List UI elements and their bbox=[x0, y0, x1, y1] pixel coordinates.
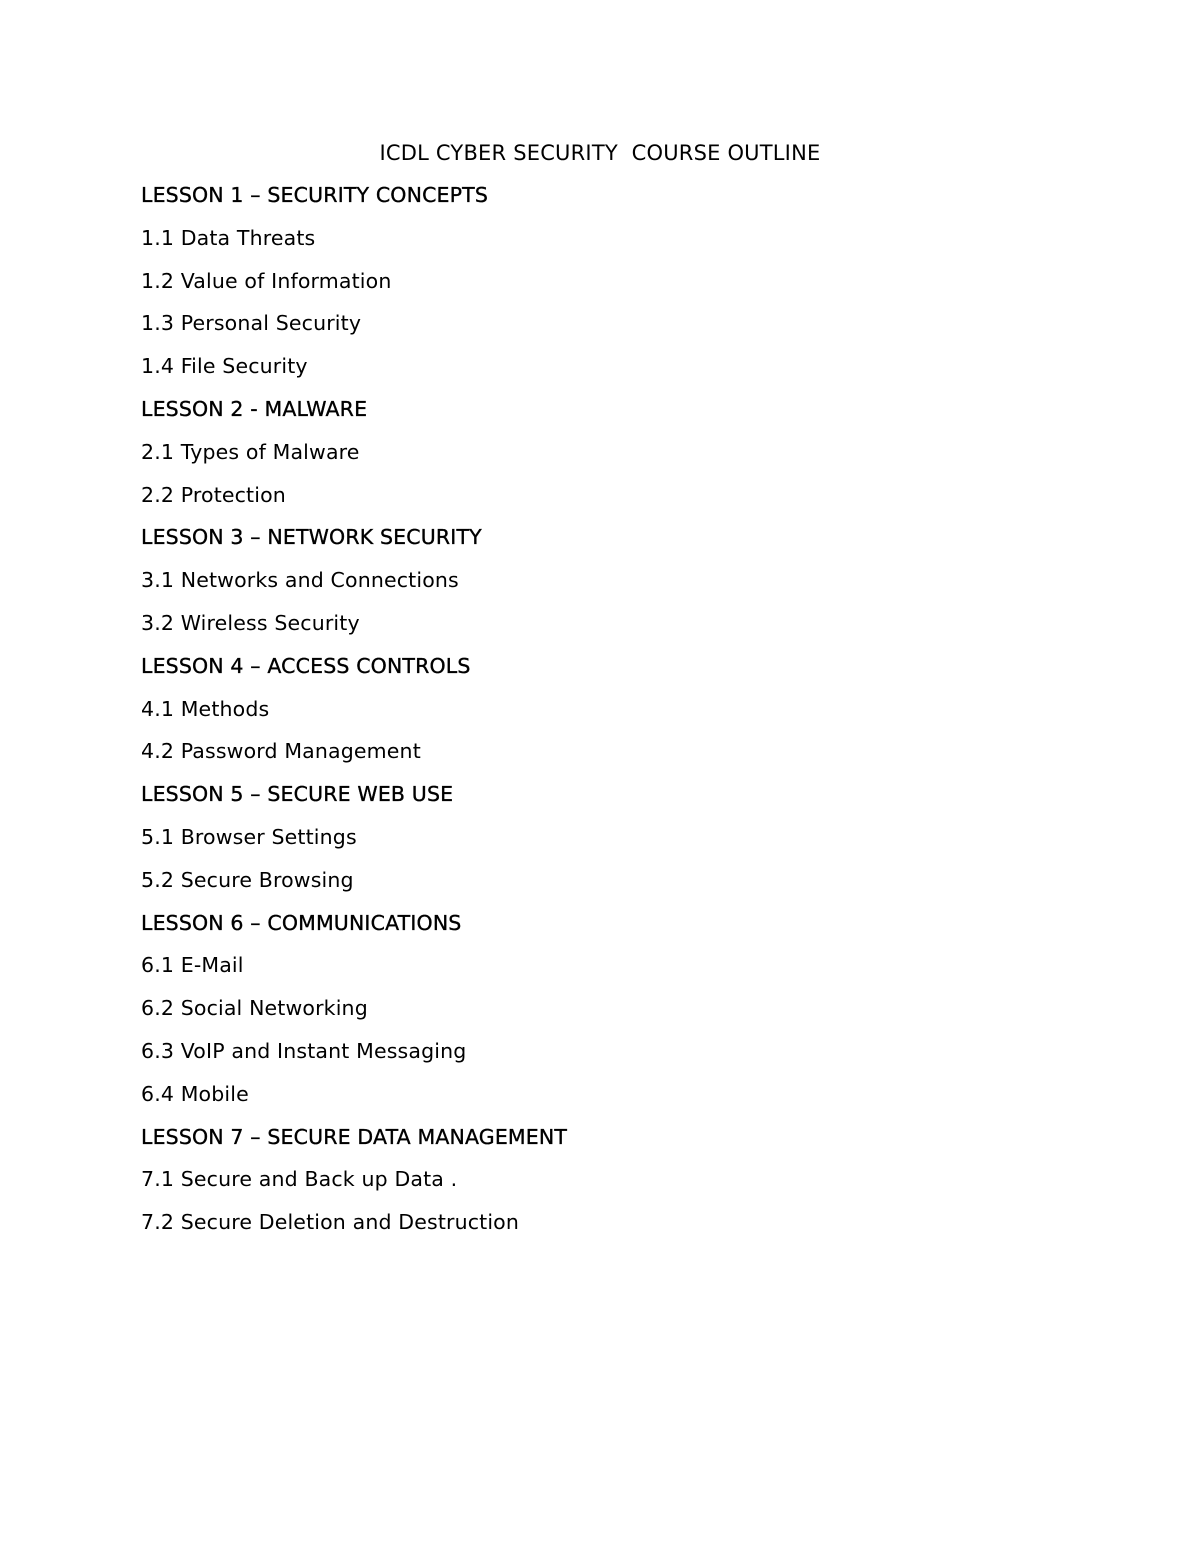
lesson-heading: LESSON 6 – COMMUNICATIONS bbox=[141, 910, 462, 935]
lesson-item: 4.2 Password Management bbox=[141, 739, 421, 764]
lesson-item: 1.4 File Security bbox=[141, 354, 308, 379]
lesson-item: 1.3 Personal Security bbox=[141, 311, 362, 336]
lesson-heading: LESSON 2 - MALWARE bbox=[141, 396, 368, 421]
document-title: ICDL CYBER SECURITY COURSE OUTLINE bbox=[379, 141, 821, 165]
lesson-item: 6.4 Mobile bbox=[141, 1081, 249, 1106]
lesson-2 bbox=[141, 395, 1141, 523]
lesson-heading: LESSON 3 – NETWORK SECURITY bbox=[141, 525, 482, 550]
lesson-5 bbox=[141, 780, 1141, 908]
lesson-1 bbox=[141, 181, 1141, 395]
lesson-item: 6.1 E-Mail bbox=[141, 953, 244, 978]
lesson-item: 1.2 Value of Information bbox=[141, 268, 392, 293]
lesson-item: 1.1 Data Threats bbox=[141, 225, 316, 250]
lesson-heading: LESSON 4 – ACCESS CONTROLS bbox=[141, 653, 471, 678]
lesson-item: 6.3 VoIP and Instant Messaging bbox=[141, 1038, 467, 1063]
lesson-item: 7.2 Secure Deletion and Destruction bbox=[141, 1210, 520, 1235]
lesson-item: 2.1 Types of Malware bbox=[141, 439, 360, 464]
lesson-item: 2.2 Protection bbox=[141, 482, 286, 507]
lesson-item: 5.1 Browser Settings bbox=[141, 824, 357, 849]
lesson-heading: LESSON 7 – SECURE DATA MANAGEMENT bbox=[141, 1124, 568, 1149]
lesson-item: 4.1 Methods bbox=[141, 696, 270, 721]
lesson-7 bbox=[141, 1123, 1141, 1251]
lesson-item: 6.2 Social Networking bbox=[141, 996, 368, 1021]
lesson-4 bbox=[141, 652, 1141, 780]
lesson-item: 7.1 Secure and Back up Data . bbox=[141, 1167, 458, 1192]
lesson-3 bbox=[141, 523, 1141, 651]
lesson-item: 3.2 Wireless Security bbox=[141, 610, 360, 635]
course-outline bbox=[141, 181, 1141, 1251]
lesson-item: 5.2 Secure Browsing bbox=[141, 867, 354, 892]
lesson-heading: LESSON 5 – SECURE WEB USE bbox=[141, 782, 454, 807]
lesson-item: 3.1 Networks and Connections bbox=[141, 568, 459, 593]
lesson-heading: LESSON 1 – SECURITY CONCEPTS bbox=[141, 183, 488, 207]
lesson-6 bbox=[141, 909, 1141, 1123]
